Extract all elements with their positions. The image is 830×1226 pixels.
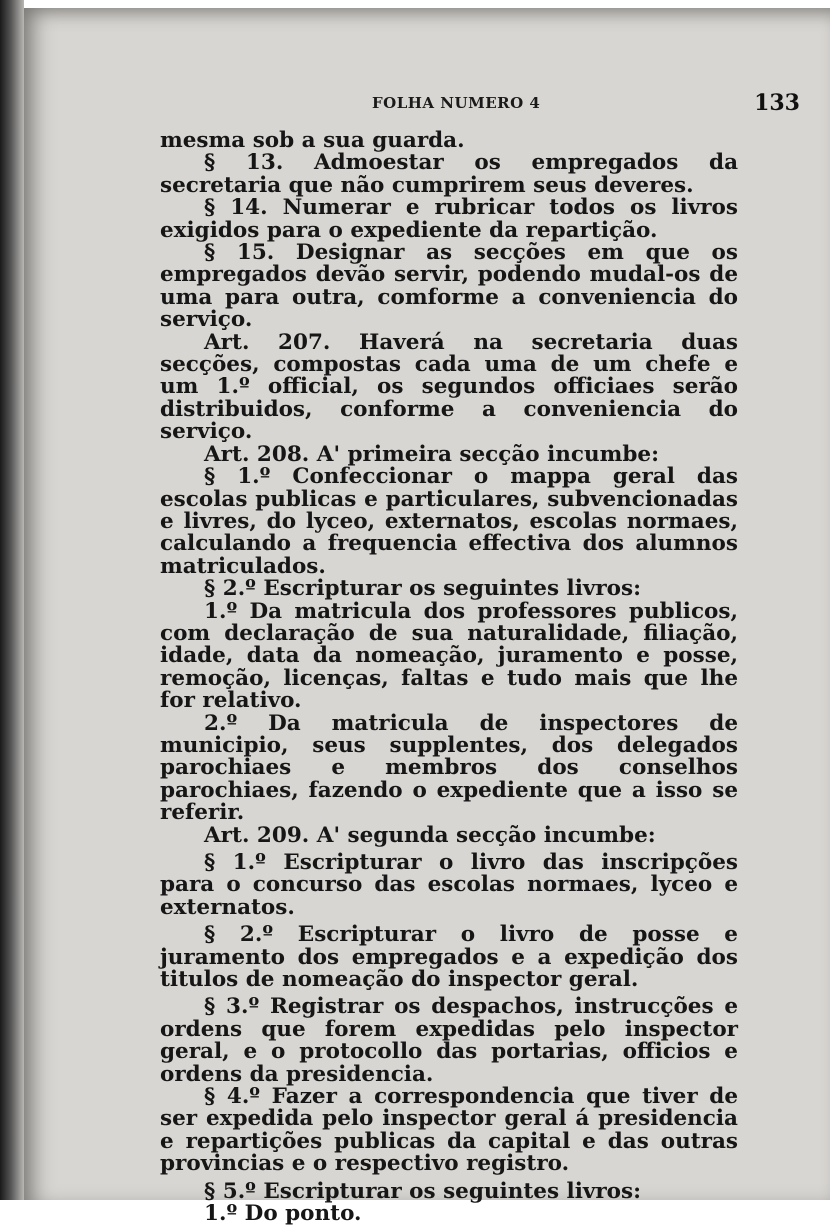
running-head — [150, 90, 800, 120]
paragraph-art208-s2-item2: 2.º Da matricula de inspectores de municipio, seus supplentes, dos delegados parochiaes e membros dos conselhos parochiaes, fazendo o expediente que a isso se referir. — [160, 710, 738, 826]
paragraph-art209-s4: § 4.º Fazer a correspondencia que tiver de ser expedida pelo inspector geral á presidencia e repartições publicas da capital e das outras provincias e o respectivo registro. — [160, 1084, 738, 1177]
paragraph-art209-s5: § 5.º Escripturar os seguintes livros: — [204, 1178, 642, 1204]
paragraph-art207: Art. 207. Haverá na secretaria duas secções, compostas cada uma de um chefe e um 1.º official, os segundos officiaes serão distribuidos, conforme a conveniencia do serviço. — [160, 329, 738, 445]
page-number: 133 — [754, 90, 800, 116]
paragraph-art209-s1: § 1.º Escripturar o livro das inscripções para o concurso das escolas normaes, lyceo e externatos. — [160, 850, 738, 920]
paragraph-art209-s2: § 2.º Escripturar o livro de posse e juramento dos empregados e a expedição dos titulos de nomeação do inspector geral. — [160, 922, 738, 993]
page-edge-shadow — [0, 0, 24, 1200]
running-head-title: FOLHA NUMERO 4 — [372, 94, 541, 112]
paragraph-art209-s3: § 3.º Registrar os despachos, instrucções e ordens que forem expedidas pelo inspector geral, e o protocollo das portarias, officios e ordens da presidencia. — [160, 994, 738, 1087]
paragraph-art208-s2: § 2.º Escripturar os seguintes livros: — [204, 576, 642, 602]
body-text — [160, 130, 738, 1226]
paragraph-continuation: mesma sob a sua guarda. — [160, 128, 465, 153]
paragraph-art208-s1: § 1.º Confeccionar o mappa geral das escolas publicas e particulares, subvencionadas e livres, do lyceo, externatos, escolas normaes, calculando a frequencia effectiva dos alumnos matriculados. — [160, 464, 738, 579]
paragraph-art208: Art. 208. A' primeira secção incumbe: — [204, 441, 660, 467]
paragraph-art209-s5-item1: 1.º Do ponto. — [204, 1201, 362, 1226]
paragraph-s14: § 14. Numerar e rubricar todos os livros exigidos para o expediente da repartição. — [160, 195, 738, 243]
paragraph-s13: § 13. Admoestar os empregados da secretaria que não cumprirem seus deveres. — [160, 150, 738, 198]
paragraph-art209: Art. 209. A' segunda secção incumbe: — [204, 822, 656, 848]
paragraph-s15: § 15. Designar as secções em que os empregados devão servir, podendo mudal-os de uma para outra, comforme a conveniencia do serviço. — [160, 240, 738, 333]
paragraph-art208-s2-item1: 1.º Da matricula dos professores publicos, com declaração de sua naturalidade, filiação, idade, data da nomeação, juramento e posse, remoção, licenças, faltas e tudo mais que lhe for relativo. — [160, 598, 738, 714]
